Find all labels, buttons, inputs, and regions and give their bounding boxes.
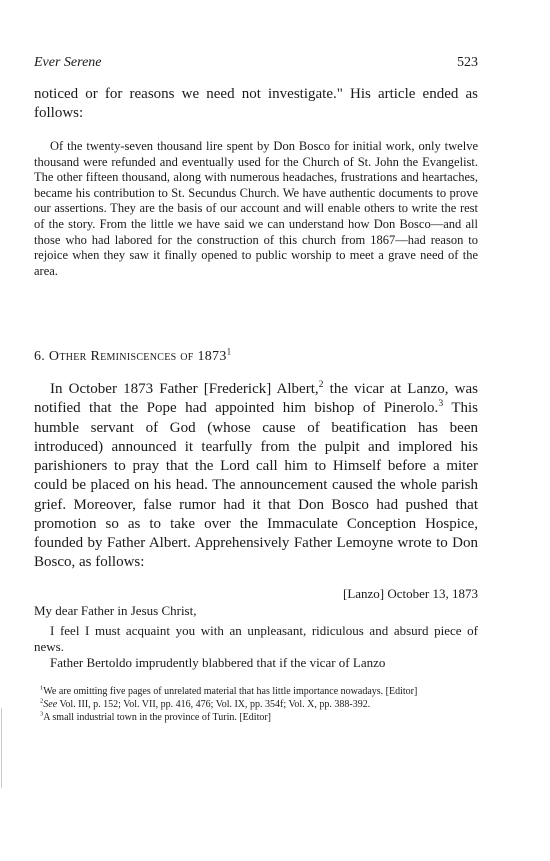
footnote-3 [34, 712, 478, 725]
footnote-1 [34, 686, 478, 699]
footnotes [34, 686, 478, 724]
running-head [34, 55, 478, 71]
footnote-text-3: A small industrial town in the province of Turin. [Editor] [43, 711, 272, 723]
intro-paragraph: noticed or for reasons we need not investigate." His article ended as follows: [34, 86, 478, 122]
scan-edge-line [1, 708, 2, 788]
letter-dateline: [Lanzo] October 13, 1873 [342, 586, 478, 601]
letter-salutation: My dear Father in Jesus Christ, [34, 603, 197, 618]
section-heading [34, 346, 232, 365]
main-text-part-3: This humble servant of God (whose cause of beatification has been introduced) announced it tearfully from the pulpit and implored his parishioners to pray that the Lord call him to Himself before a miter could be placed on his head. The announcement caused the whole parish grief. Moreover, false rumor had it that Don Bosco had pushed that promotion so as to take over the Immaculate Conception Hospice, founded by Father Albert. Apprehensively Father Lemoyne wrote to Don Bosco, as follows: [34, 400, 478, 571]
footnote-ref-1: 1 [226, 346, 232, 357]
footnote-text-1: We are omitting five pages of unrelated material that has little importance nowadays. [Editor] [43, 686, 418, 697]
letter-paragraph-2: Father Bertoldo imprudently blabbered that if the vicar of Lanzo [50, 655, 386, 670]
footnote-ref-3: 3 [438, 398, 444, 410]
footnote-mark-2: 2 [40, 697, 44, 705]
footnote-see: See [43, 698, 58, 710]
main-paragraph [34, 380, 478, 573]
section-title: Other Reminiscences of 1873 [48, 349, 227, 364]
main-text-part-1: In October 1873 Father [Frederick] Albert, [50, 381, 319, 397]
block-quote: Of the twenty-seven thousand lire spent by Don Bosco for initial work, only twelve thousand were refunded and eventually used for the Church of St. John the Evangelist. The other fifteen thousand, along with numerous headaches, frustrations and heartaches, became his contribution to St. Secundus Church. We have authentic documents to prove our assertions. They are the basis of our account and will enable others to write the rest of the story. From the little we have said we can understand how Don Bosco—and all those who had labored for the construction of this church from 1867—had reason to rejoice when they saw it finally opened to public worship to meet a grave need of the area. [34, 139, 478, 278]
main-text-part-2: the vicar at Lanzo, was notified that the Pope had appointed him bishop of Pinerolo. [34, 381, 478, 417]
letter-paragraph-1: I feel I must acquaint you with an unpleasant, ridiculous and absurd piece of news. [34, 623, 478, 654]
page-number: 523 [457, 55, 478, 70]
footnote-ref-2: 2 [318, 379, 324, 390]
footnote-2 [34, 699, 478, 712]
chapter-title: Ever Serene [34, 55, 102, 70]
section-number: 6. [34, 349, 46, 364]
footnote-mark-3: 3 [40, 710, 44, 718]
footnote-text-2: Vol. III, p. 152; Vol. VII, pp. 416, 476; Vol. IX, pp. 354f; Vol. X, pp. 388-392. [57, 698, 371, 710]
footnote-mark-1: 1 [40, 684, 44, 692]
